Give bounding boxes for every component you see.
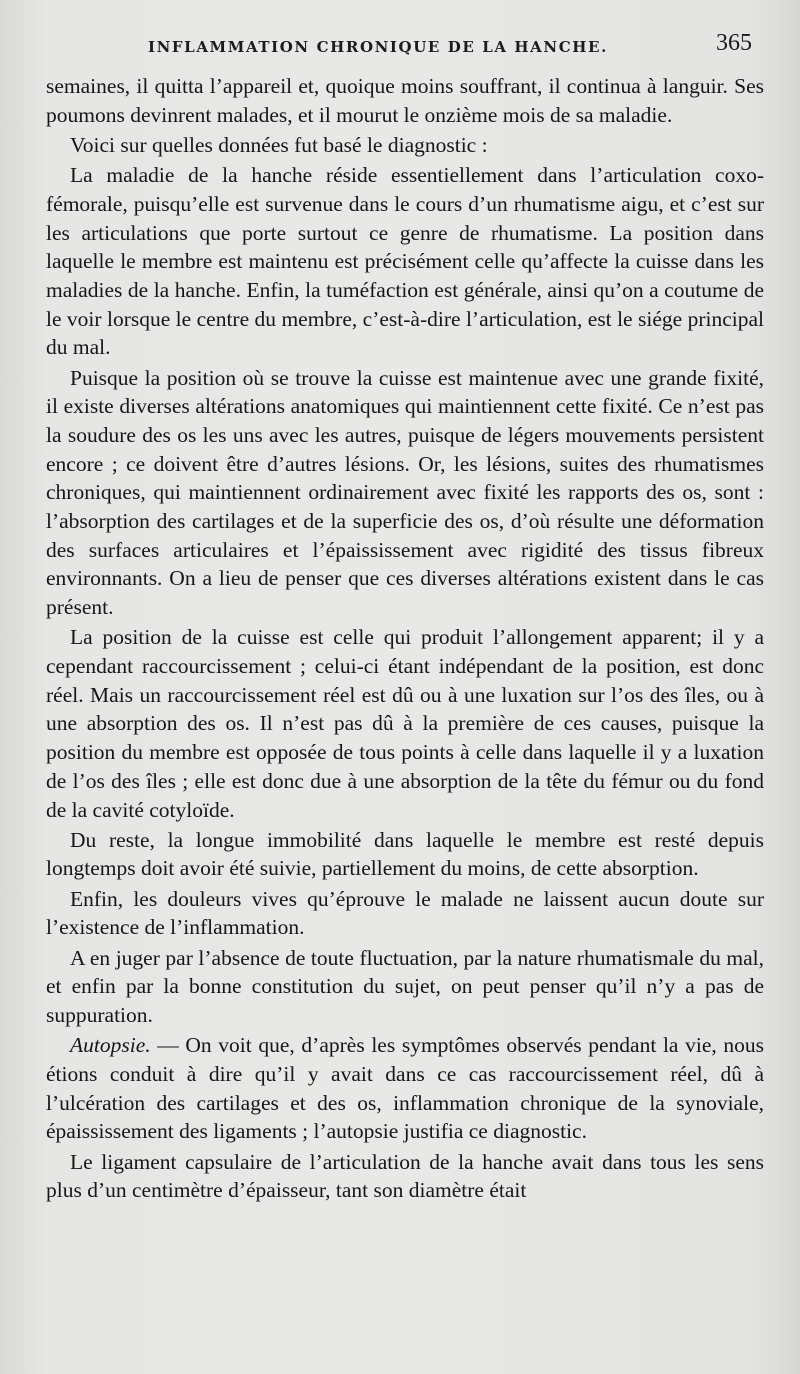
body-text bbox=[46, 72, 764, 1206]
paragraph-4: Puisque la position où se trouve la cuisse est maintenue avec une grande fixité, il existe diverses altérations anatomiques qui maintiennent cette fixité. Ce n’est pas la soudure des os les uns avec les autres, puisque de légers mouvements persistent encore ; ce doivent être d’autres lésions. Or, les lésions, suites des rhumatismes chroniques, qui maintiennent ordinairement avec fixité les rapports des os, sont : l’absorption des cartilages et de la superficie des os, d’où résulte une déformation des surfaces articulaires et l’épaississement avec rigidité des tissus fibreux environnants. On a lieu de penser que ces diverses altérations existent dans le cas présent. bbox=[46, 365, 764, 620]
paragraph-3: La maladie de la hanche réside essentiellement dans l’articulation coxo-fémorale, puisqu’elle est survenue dans le cours d’un rhumatisme aigu, et c’est sur les articulations que porte surtout ce genre de rhumatisme. La position dans laquelle le membre est maintenu est précisément celle qu’affecte la cuisse dans les maladies de la hanche. Enfin, la tuméfaction est générale, ainsi qu’on a coutume de le voir lorsque le centre du membre, c’est-à-dire l’articulation, est le siége principal du mal. bbox=[46, 163, 764, 360]
paragraph-2: Voici sur quelles données fut basé le diagnostic : bbox=[70, 132, 488, 157]
paragraph-7: Enfin, les douleurs vives qu’éprouve le malade ne laissent aucun doute sur l’existence de l’inflammation. bbox=[46, 886, 764, 940]
page-header bbox=[48, 30, 760, 70]
running-title: INFLAMMATION CHRONIQUE DE LA HANCHE. bbox=[148, 38, 608, 56]
autopsie-heading: Autopsie. bbox=[70, 1033, 151, 1058]
autopsie-text: — On voit que, d’après les symptômes observés pendant la vie, nous étions conduit à dire qu’il y avait dans ce cas raccourcissement réel, dû à l’ulcération des cartilages et des os, inflammation chronique de la synoviale, épaississement des ligaments ; l’autopsie justifia ce diagnostic. bbox=[46, 1033, 764, 1144]
paragraph-10: Le ligament capsulaire de l’articulation de la hanche avait dans tous les sens plus d’un centimètre d’épaisseur, tant son diamètre était bbox=[46, 1149, 764, 1203]
paragraph-8: A en juger par l’absence de toute fluctuation, par la nature rhumatismale du mal, et enfin par la bonne constitution du sujet, on peut penser qu’il n’y a pas de suppuration. bbox=[46, 945, 764, 1027]
page-number: 365 bbox=[716, 30, 752, 56]
paragraph-6: Du reste, la longue immobilité dans laquelle le membre est resté depuis longtemps doit avoir été suivie, partiellement du moins, de cette absorption. bbox=[46, 827, 764, 881]
paragraph-1: semaines, il quitta l’appareil et, quoique moins souffrant, il continua à languir. Ses poumons devinrent malades, et il mourut le onzième mois de sa maladie. bbox=[46, 74, 764, 127]
paragraph-9 bbox=[46, 1031, 764, 1146]
paragraph-5: La position de la cuisse est celle qui produit l’allongement apparent; il y a cependant raccourcissement ; celui-ci étant indépendant de la position, est donc réel. Mais un raccourcissement réel est dû ou à une luxation sur l’os des îles, ou à une absorption des os. Il n’est pas dû à la première de ces causes, puisque la position du membre est opposée de tous points à celle dans laquelle il y a luxation de l’os des îles ; elle est donc due à une absorption de la tête du fémur ou du fond de la cavité cotyloïde. bbox=[46, 625, 764, 822]
